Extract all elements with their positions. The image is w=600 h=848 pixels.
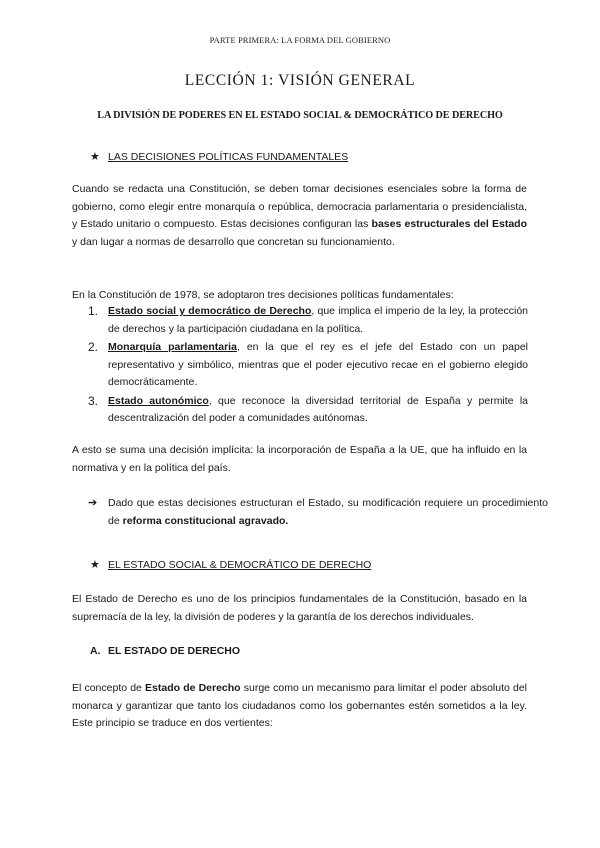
list-text: , que reconoce la diversidad territorial de España y permite la descentralización del poder a comunidades autónomas. — [108, 394, 528, 424]
section-heading-text: LAS DECISIONES POLÍTICAS FUNDAMENTALES — [108, 151, 349, 163]
paragraph-estado-derecho: El Estado de Derecho es uno de los principios fundamentales de la Constitución, basado en la supremacía de la ley, la división de poderes y la garantía de los derechos individuales. — [72, 593, 527, 623]
running-header: PARTE PRIMERA: LA FORMA DEL GOBIERNO — [209, 35, 391, 45]
page-title: LECCIÓN 1: VISIÓN GENERAL — [184, 72, 416, 89]
bold-term: Estado de Derecho — [145, 682, 241, 694]
subsection-heading — [90, 645, 240, 657]
list-item — [88, 339, 528, 392]
text-span: Dado que estas decisiones estructuran el Estado, su modificación requiere un procedimiento de — [108, 497, 548, 527]
list-text: , en la que el rey es el jefe del Estado con un papel representativo y simbólico, mientras que el poder ejecutivo recae en el gobierno elegido democráticamente. — [108, 341, 528, 388]
text-span: y dan lugar a normas de desarrollo que concretan su funcionamiento. — [72, 235, 395, 248]
list-text: , que implica el imperio de la ley, la protección de derechos y la participación ciudadana en la política. — [108, 305, 529, 335]
section-heading-text: EL ESTADO SOCIAL & DEMOCRÁTICO DE DERECHO — [108, 559, 372, 571]
bold-term: bases estructurales del Estado — [371, 218, 527, 230]
bold-term: reforma constitucional agravado. — [122, 514, 289, 527]
arrow-note — [88, 495, 548, 530]
list-item — [88, 393, 528, 428]
section-heading-estado-social — [90, 558, 371, 571]
text-span: El concepto de — [72, 682, 146, 694]
decisions-list — [88, 303, 528, 429]
list-number: 3. — [88, 393, 99, 408]
list-number: 2. — [88, 340, 99, 354]
paragraph-intro — [72, 181, 527, 251]
list-term: Monarquía parlamentaria — [108, 341, 237, 353]
paragraph-concepto — [72, 680, 527, 733]
text-span: Cuando se redacta una Constitución, se deben tomar decisiones esenciales sobre la forma de gobierno, como elegir entre monarquía o república, democracia parlamentaria o presidencialista, y Estado unitario o compuesto. Estas decisiones configuran las — [72, 183, 527, 230]
list-number: 1. — [88, 304, 99, 318]
arrow-right-icon: ➔ — [88, 497, 98, 509]
subsection-letter: A. — [90, 645, 101, 657]
section-heading-decisiones — [90, 150, 348, 163]
list-term: Estado autonómico — [108, 394, 209, 407]
star-icon: ★ — [90, 151, 100, 163]
page-subtitle: LA DIVISIÓN DE PODERES EN EL ESTADO SOCIAL & DEMOCRÁTICO DE DERECHO — [97, 110, 503, 121]
star-icon: ★ — [90, 559, 100, 571]
list-item — [88, 303, 528, 338]
list-term: Estado social y democrático de Derecho — [108, 305, 312, 317]
text-span: surge como un mecanismo para limitar el poder absoluto del monarca y garantizar que tanto los ciudadanos como los gobernantes estén sometidos a la ley. Este principio se traduce en dos vertientes: — [72, 682, 527, 729]
paragraph-ue: A esto se suma una decisión implícita: la incorporación de España a la UE, que ha influido en la normativa y en la política del país. — [72, 444, 527, 474]
subsection-heading-text: EL ESTADO DE DERECHO — [108, 645, 241, 657]
paragraph-constitucion-1978: En la Constitución de 1978, se adoptaron tres decisiones políticas fundamentales: — [72, 289, 454, 301]
